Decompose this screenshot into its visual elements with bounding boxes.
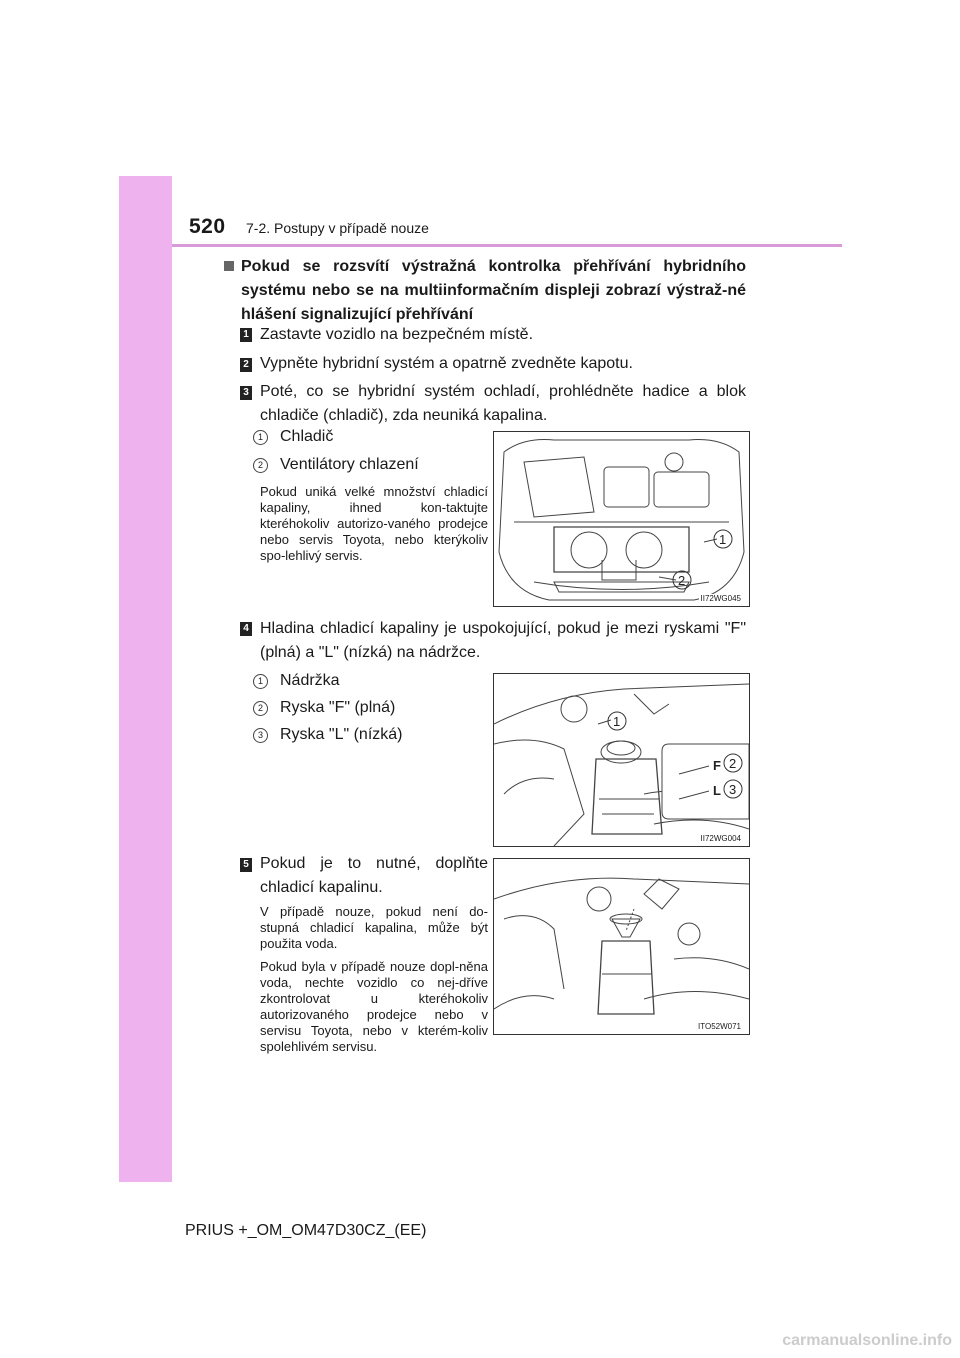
- callout-label: Nádržka: [280, 672, 340, 689]
- step-number-5: 5: [240, 858, 252, 872]
- page-number: 520: [189, 215, 226, 238]
- figure-code: II72WG004: [700, 834, 741, 843]
- step-text-3: Poté, co se hybridní systém ochladí, prohlédněte hadice a blok chladiče (chladič), zda neuniká kapalina.: [260, 383, 746, 424]
- figure-radiator: [493, 431, 750, 607]
- step-number-3: 3: [240, 386, 252, 400]
- footer-document-id: PRIUS +_OM_OM47D30CZ_(EE): [185, 1222, 427, 1239]
- callout-number: 2: [253, 458, 268, 473]
- callout-label: Ventilátory chlazení: [280, 456, 419, 473]
- callout-label: Ryska "F" (plná): [280, 699, 396, 716]
- chapter-title: 7-2. Postupy v případě nouze: [246, 220, 429, 236]
- figure-code: II72WG045: [700, 594, 741, 603]
- step-text-4: Hladina chladicí kapaliny je uspokojující, pokud je mezi ryskami "F" (plná) a "L" (nízká) na nádržce.: [260, 620, 746, 661]
- figure-code: ITO52W071: [698, 1022, 741, 1031]
- square-bullet-icon: [224, 261, 234, 271]
- callout-number: 2: [253, 701, 268, 716]
- figure-refill: [493, 858, 750, 1035]
- header-rule: [172, 244, 842, 247]
- step-text-2: Vypněte hybridní systém a opatrně zvedněte kapotu.: [260, 355, 633, 372]
- step3-note: Pokud uniká velké množství chladicí kapaliny, ihned kon-taktujte kteréhokoliv autorizo-vaného prodejce nebo servis Toyota, nebo kterýkoliv spo-lehlivý servis.: [260, 484, 488, 563]
- step-number-1: 1: [240, 328, 252, 342]
- figure-callout-2: 2: [678, 573, 686, 588]
- step-number-2: 2: [240, 358, 252, 372]
- figure-callout-1: 1: [613, 714, 621, 729]
- callout-number: 1: [253, 430, 268, 445]
- figure-reservoir: [493, 673, 750, 847]
- figure-callout-3: 3: [729, 782, 737, 797]
- callout-label: Ryska "L" (nízká): [280, 726, 403, 743]
- engine-bay-illustration: [494, 432, 749, 606]
- step-text-5: Pokud je to nutné, doplňte chladicí kapalinu.: [260, 855, 488, 896]
- step5-notes: V případě nouze, pokud není do-stupná chladicí kapalina, může být použita voda. Pokud byla v případě nouze dopl-něna voda, nechte vozidlo co nej-dříve zkontrolovat u kteréhokoliv autorizovaného prodejce nebo v servisu Toyota, nebo v kterém-koliv spolehlivém servisu.: [260, 904, 488, 1054]
- callout-label: Chladič: [280, 428, 334, 445]
- figure-label-f: F: [713, 758, 721, 773]
- watermark: carmanualsonline.info: [782, 1332, 952, 1349]
- step-number-4: 4: [240, 622, 252, 636]
- callout-number: 3: [253, 728, 268, 743]
- figure-callout-1: 1: [719, 532, 727, 547]
- refill-illustration: [494, 859, 749, 1034]
- callout-number: 1: [253, 674, 268, 689]
- section-heading: Pokud se rozsvítí výstražná kontrolka přehřívání hybridního systému nebo se na multiinformačním displeji zobrazí výstraž-né hlášení signalizující přehřívání: [224, 255, 746, 327]
- reservoir-illustration: [494, 674, 749, 846]
- side-color-band: [119, 176, 172, 1182]
- step-text-1: Zastavte vozidlo na bezpečném místě.: [260, 326, 534, 343]
- figure-callout-2: 2: [729, 756, 737, 771]
- figure-label-l: L: [713, 783, 721, 798]
